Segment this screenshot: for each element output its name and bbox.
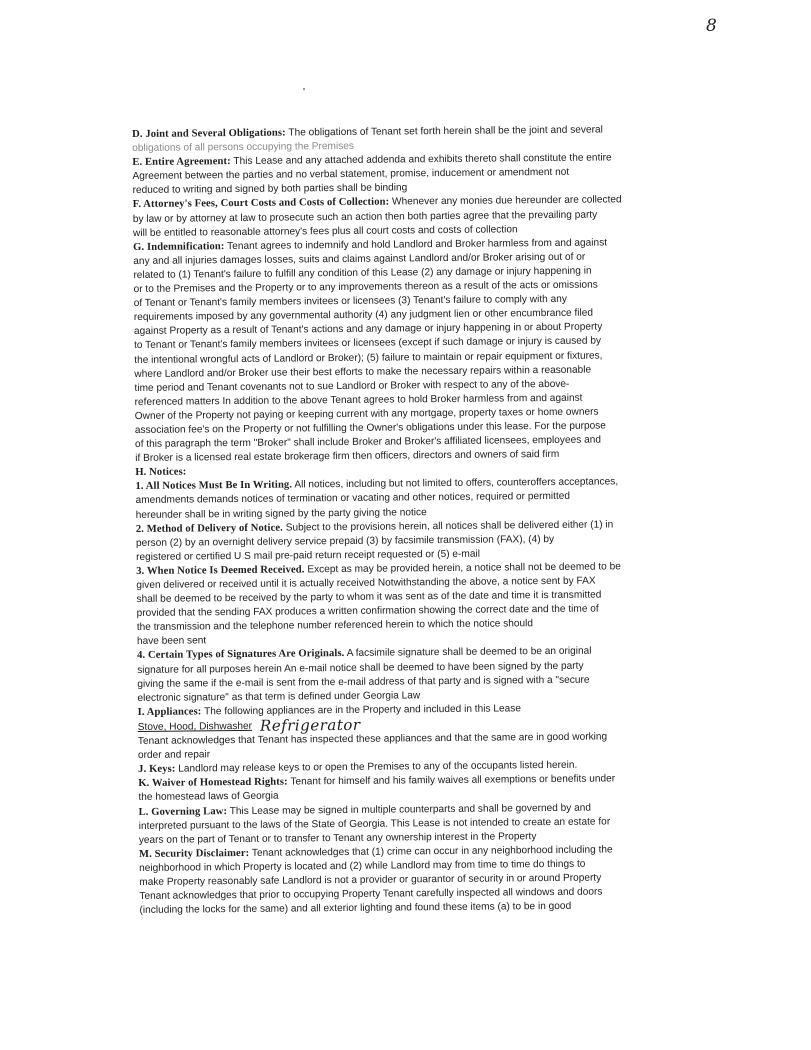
section-text: Owner of the Property not paying or keeping current with any mortgage, property taxes or home owners xyxy=(134,406,599,422)
section-text: interpreted pursuant to the laws of the State of Georgia. This Lease is not intended to create an estate for xyxy=(138,816,611,832)
section-text: Whenever any monies due hereunder are collected xyxy=(389,194,622,209)
section-text: the transmission and the telephone number referenced herein to which the notice should xyxy=(136,618,534,634)
section-text: obligations of all persons occupying the Premises xyxy=(132,140,354,155)
section-heading: J. Keys: xyxy=(138,763,176,776)
section-heading: D. Joint and Several Obligations: xyxy=(132,127,286,140)
subsection-heading: 1. All Notices Must Be In Writing. xyxy=(135,479,293,493)
section-text: to Tenant or Tenant's family members invitees or licensees (except if such damage or injury is caused by xyxy=(134,335,602,352)
section-indemnification xyxy=(133,235,687,466)
section-text: Tenant agrees to indemnify and hold Landlord and Broker harmless from and against xyxy=(224,237,608,252)
section-text: Except as may be provided herein, a notice shall not be deemed to be xyxy=(304,561,621,576)
section-text: years on the part of Tenant or to transfer to Tenant any ownership interest in the Property xyxy=(138,830,537,846)
section-text: make Property reasonably safe Landlord is not a provider or guarantor of security in or around Property xyxy=(139,872,602,888)
section-text: requirements imposed by any governmental authority (4) any judgment lien or other encumbrance filed xyxy=(133,307,594,324)
section-text: time period and Tenant covenants not to sue Landlord or Broker with respect to any of the above- xyxy=(134,378,570,394)
section-text: where Landlord and/or Broker use their best efforts to make the necessary repairs within a reasonable xyxy=(134,364,592,380)
section-text: the homestead laws of Georgia xyxy=(138,791,279,804)
section-text: (including the locks for the same) and all exterior lighting and found these items (a) to be in good xyxy=(139,900,572,917)
section-text: provided that the sending FAX produces a written confirmation showing the correct date and the time of xyxy=(136,603,599,620)
section-text: the intentional wrongful acts of Landlord or Broker); (5) failure to maintain or repair equipment or fixtures, xyxy=(134,349,603,366)
lease-document-body xyxy=(132,123,692,919)
section-text: This Lease may be signed in multiple counterparts and shall be governed by and xyxy=(227,802,592,817)
section-heading: F. Attorney's Fees, Court Costs and Costs of Collection: xyxy=(132,197,390,211)
section-text: association fee's on the Property or not fulfilling the Owner's obligations under this lease. For the purpose xyxy=(134,420,606,436)
section-text: any and all injuries damages losses, suits and claims against Landlord and/or Broker arising out of or xyxy=(133,251,586,267)
section-text: by law or by attorney at law to prosecute such an action then both parties agree that the prevailing party xyxy=(132,209,598,225)
section-text: Tenant acknowledges that Tenant has inspected these appliances and that the same are in good working xyxy=(137,731,608,748)
section-text: giving the same if the e-mail is sent from the e-mail address of that party and is signed with a "secure xyxy=(137,674,590,690)
section-heading: I. Appliances: xyxy=(137,706,202,718)
section-text: Landlord may release keys to or open the Premises to any of the occupants listed herein. xyxy=(175,759,578,775)
section-text: All notices, including but not limited to offers, counteroffers acceptances, xyxy=(292,476,619,491)
section-appliances xyxy=(138,701,691,764)
section-text: against Property as a result of Tenant's actions and any damage or injury happening in or about Property xyxy=(133,321,603,338)
section-text: reduced to writing and signed by both parties shall be binding xyxy=(132,182,408,197)
section-text: Tenant for himself and his family waives all exemptions or benefits under xyxy=(287,773,616,788)
section-text: This Lease and any attached addenda and exhibits thereto shall constitute the entire xyxy=(230,152,612,168)
section-text: shall be deemed to be received by the party to whom it was sent as of the date and time it is transmitted xyxy=(136,589,602,606)
section-text: Agreement between the parties and no verbal statement, promise, inducement or amendment not xyxy=(132,167,570,183)
section-text: person (2) by an overnight delivery service prepaid (3) by facsimile transmission (FAX), (4) by xyxy=(135,533,555,549)
section-text: Tenant acknowledges that (1) crime can occur in any neighborhood including the xyxy=(249,844,613,859)
section-heading: M. Security Disclaimer: xyxy=(138,847,250,860)
section-text: The following appliances are in the Property and included in this Lease xyxy=(201,703,521,718)
section-heading: G. Indemnification: xyxy=(133,240,225,253)
section-text: registered or certified U S mail pre-paid return receipt requested or (5) e-mail xyxy=(136,548,481,563)
subsection-heading: 3. When Notice Is Deemed Received. xyxy=(136,564,305,577)
section-heading: K. Waiver of Homestead Rights: xyxy=(138,776,288,790)
page-number: 8 xyxy=(706,16,717,36)
section-text: if Broker is a licensed real estate brokerage firm then officers, directors and owners of said firm xyxy=(135,449,560,465)
section-heading: H. Notices: xyxy=(135,466,187,479)
section-attorney-fees xyxy=(133,193,685,241)
section-notices xyxy=(135,461,689,706)
section-text: related to (1) Tenant's failure to fulfill any condition of this Lease (2) any damage or injury happening in xyxy=(133,265,592,281)
section-text: or to the Premises and the Property or to any improvements thereon as a result of the acts or omissions xyxy=(133,279,598,296)
section-heading: E. Entire Agreement: xyxy=(132,156,231,169)
section-heading: L. Governing Law: xyxy=(138,805,228,818)
section-text: hereunder shall be in writing signed by the party giving the notice xyxy=(135,506,427,521)
section-security-disclaimer xyxy=(139,842,692,918)
section-text: referenced matters In addition to the above Tenant agrees to hold Broker harmless from and against xyxy=(134,392,583,408)
section-entire-agreement xyxy=(132,151,684,199)
section-text: neighborhood in which Property is located and (2) while Landlord may from time to time do things to xyxy=(139,858,586,874)
section-text: Tenant acknowledges that prior to occupying Property Tenant carefully inspected all windows and doors xyxy=(139,886,603,903)
section-text: electronic signature" as that term is defined under Georgia Law xyxy=(137,690,421,704)
section-text: A facsimile signature shall be deemed to be an original xyxy=(344,646,592,660)
section-text: of Tenant or Tenant's family members invitees or licensees (3) Tenant's failure to comply with any xyxy=(133,293,567,310)
subsection-heading: 2. Method of Delivery of Notice. xyxy=(135,522,283,535)
section-text: signature for all purposes herein An e-mail notice shall be deemed to have been signed by the party xyxy=(137,660,584,676)
scan-speck xyxy=(303,88,305,90)
section-text: Subject to the provisions herein, all notices shall be delivered either (1) in xyxy=(282,519,614,534)
section-text: order and repair xyxy=(137,749,211,762)
section-text: given delivered or received until it is actually received Notwithstanding the above, a notice sent by FAX xyxy=(136,575,596,591)
section-text: The obligations of Tenant set forth herein shall be the joint and several xyxy=(285,124,603,139)
section-governing-law xyxy=(139,800,691,848)
subsection-heading: 4. Certain Types of Signatures Are Originals. xyxy=(137,648,345,662)
handwritten-appliance: Refrigerator xyxy=(259,715,361,735)
section-text: have been sent xyxy=(136,635,207,648)
appliance-list: Stove, Hood, Dishwasher xyxy=(137,720,253,733)
section-text: will be entitled to reasonable attorney's fees plus all court costs and costs of collection xyxy=(132,223,518,239)
section-text: of this paragraph the term "Broker" shall include Broker and Broker's affiliated licensees, employees and xyxy=(134,434,602,451)
section-text: amendments demands notices of termination or vacating and other notices, required or permitted xyxy=(135,491,571,507)
